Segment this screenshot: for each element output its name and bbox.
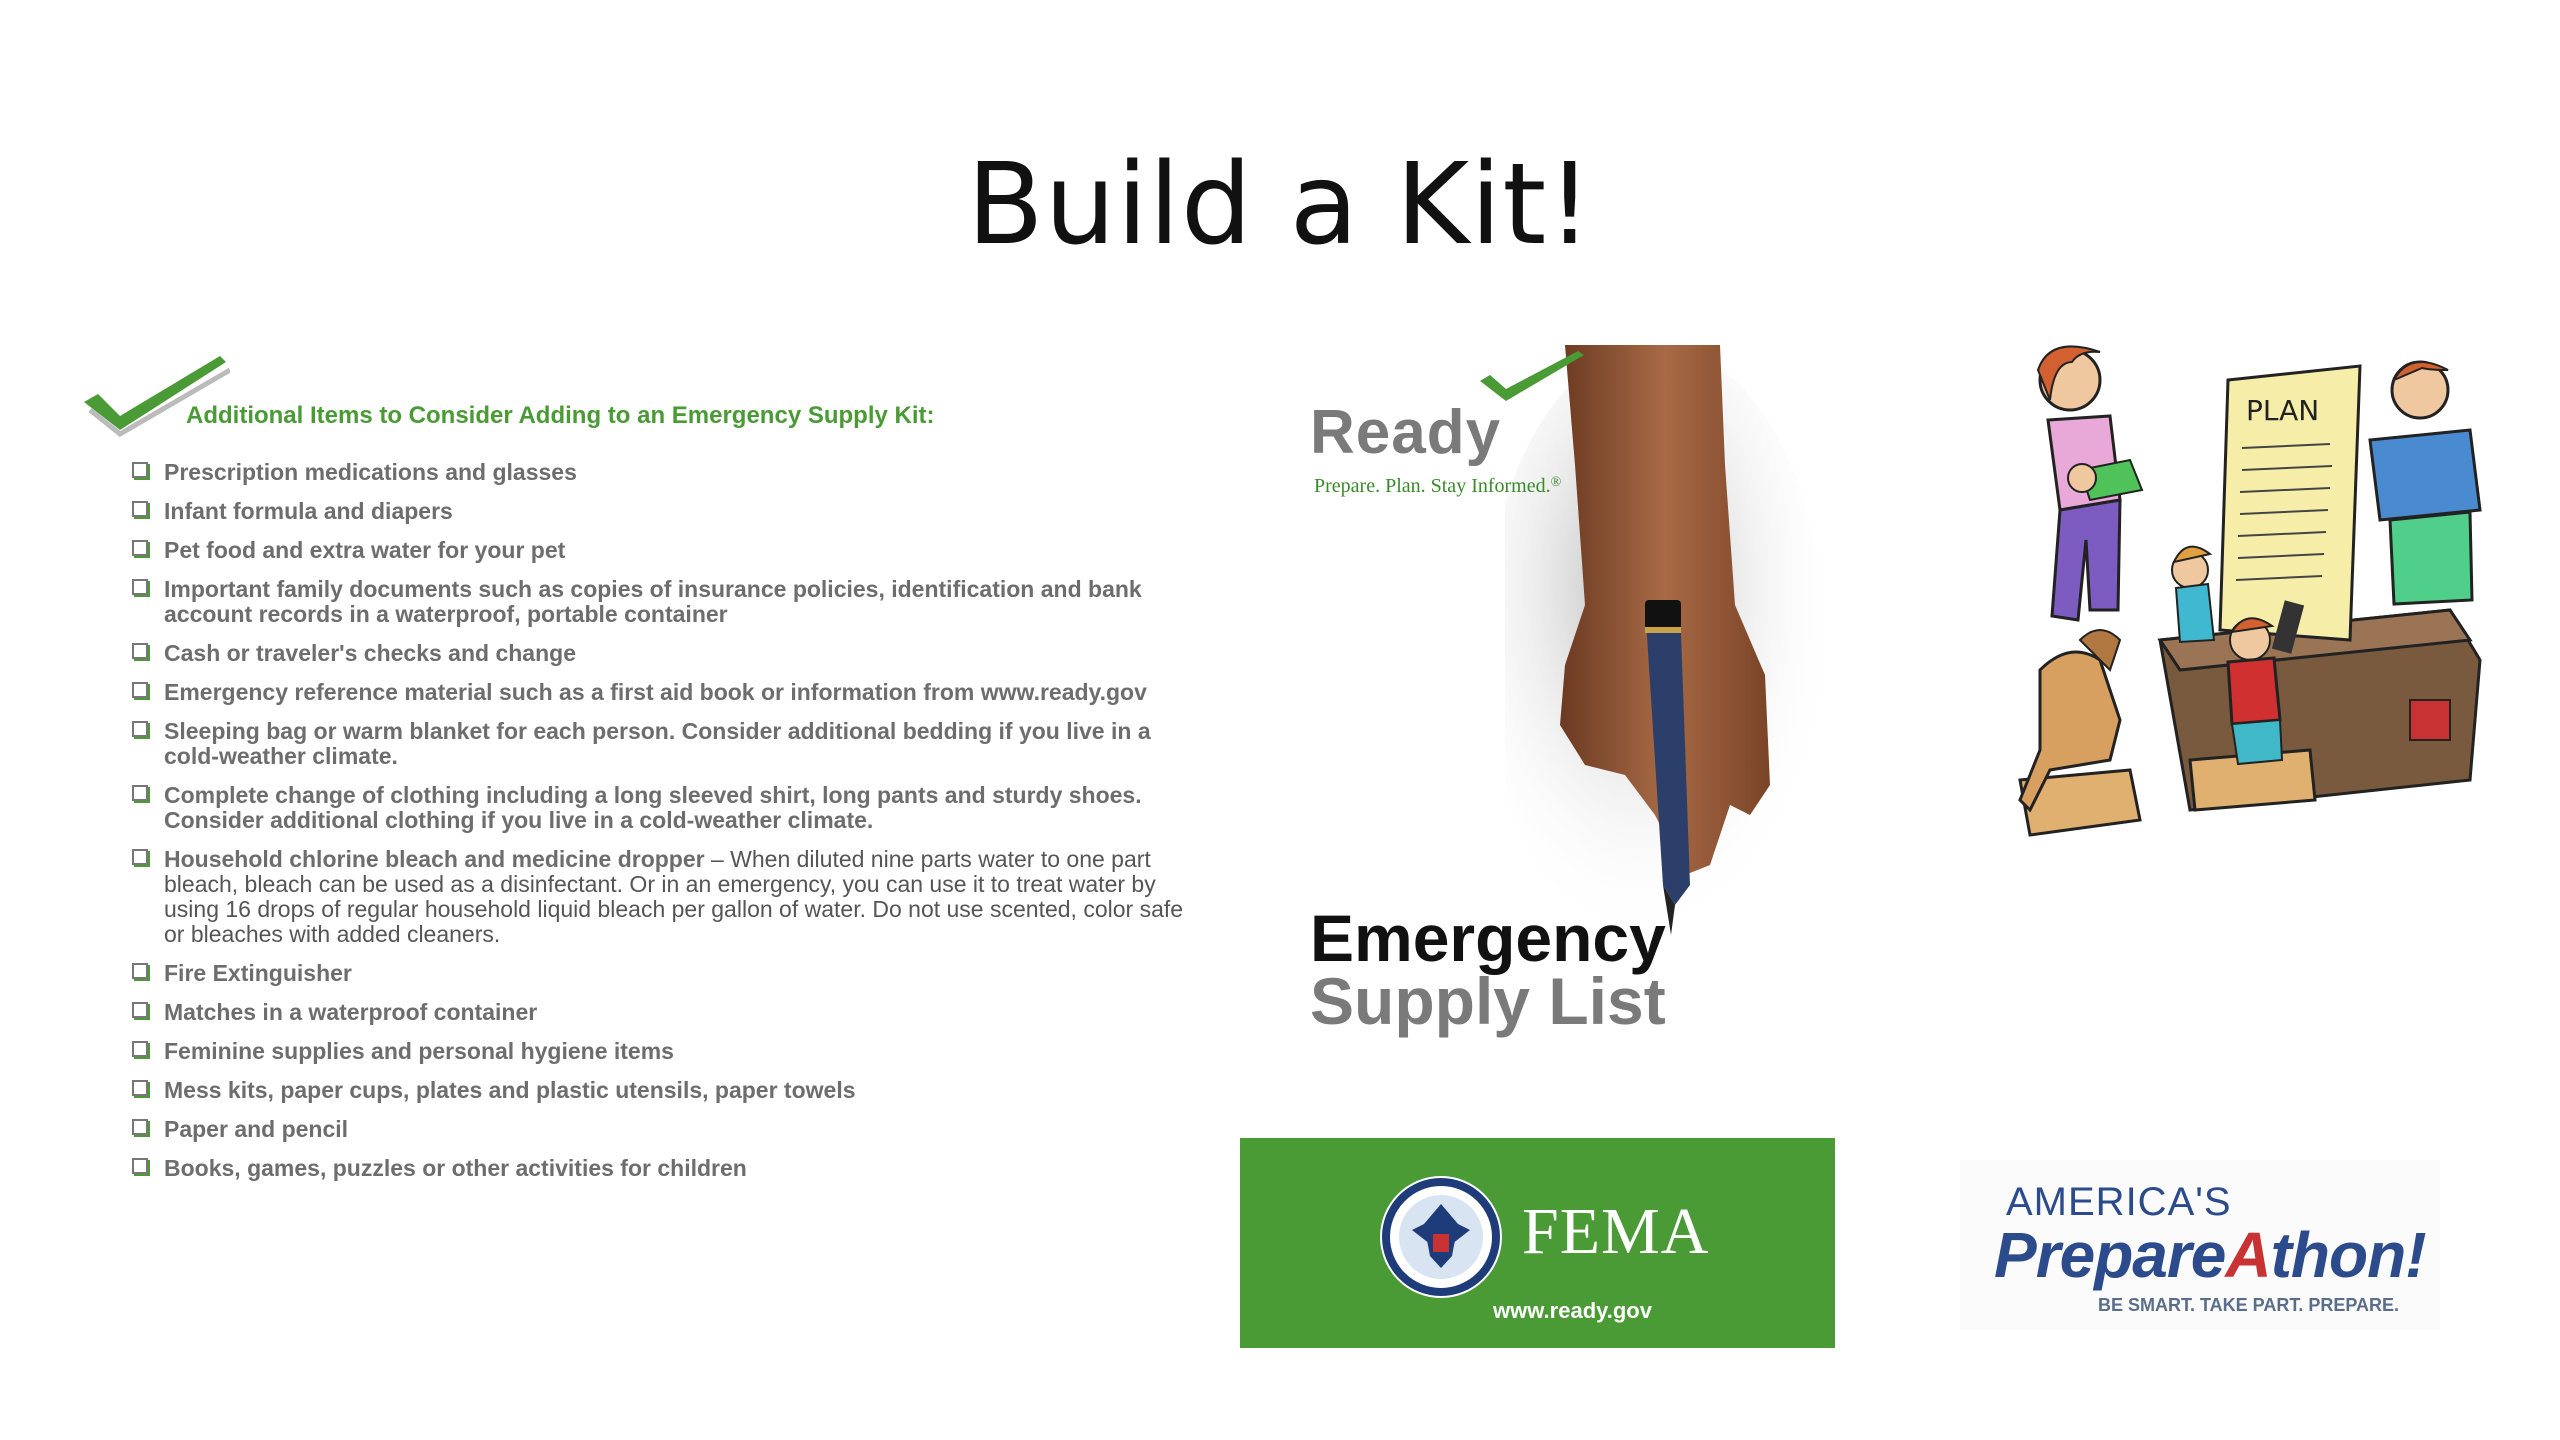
checklist-item bbox=[132, 961, 1192, 986]
checklist-item-text: Complete change of clothing including a long sleeved shirt, long pants and sturdy shoes. Consider additional clothing if you live in a cold-weather climate. bbox=[164, 782, 1142, 833]
ready-tagline bbox=[1314, 475, 1561, 498]
checklist-item-text: Paper and pencil bbox=[164, 1116, 349, 1142]
checkbox-icon bbox=[132, 849, 148, 865]
dhs-seal-icon bbox=[1378, 1174, 1504, 1300]
checklist-item bbox=[132, 460, 1192, 485]
ready-booklet-cover bbox=[1300, 345, 1820, 1065]
checklist-item-text: Feminine supplies and personal hygiene items bbox=[164, 1038, 674, 1064]
checkbox-icon bbox=[132, 1080, 148, 1096]
checklist-item-text: Fire Extinguisher bbox=[164, 960, 352, 986]
checklist-item bbox=[132, 1078, 1192, 1103]
checklist-item bbox=[132, 1039, 1192, 1064]
checkbox-icon bbox=[132, 963, 148, 979]
checkbox-icon bbox=[132, 721, 148, 737]
checklist-item bbox=[132, 1117, 1192, 1142]
checklist-item bbox=[132, 719, 1192, 769]
supply-checklist bbox=[80, 340, 1184, 1320]
checkbox-icon bbox=[132, 1041, 148, 1057]
checkbox-icon bbox=[132, 1002, 148, 1018]
checklist-heading: Additional Items to Consider Adding to an Emergency Supply Kit: bbox=[186, 402, 935, 429]
checkbox-icon bbox=[132, 1158, 148, 1174]
fema-url: www.ready.gov bbox=[1493, 1298, 1652, 1323]
booklet-title-supply-list: Supply List bbox=[1310, 964, 1666, 1038]
checklist-item-text: Prescription medications and glasses bbox=[164, 459, 577, 485]
checkbox-icon bbox=[132, 682, 148, 698]
checklist-item-text: Matches in a waterproof container bbox=[164, 999, 538, 1025]
checkbox-icon bbox=[132, 643, 148, 659]
plan-sign-text: PLAN bbox=[2246, 394, 2320, 427]
registered-mark: ® bbox=[1550, 475, 1562, 490]
booklet-title-emergency: Emergency bbox=[1310, 901, 1666, 975]
checklist-item bbox=[132, 499, 1192, 524]
checklist-item bbox=[132, 680, 1192, 705]
checklist-item bbox=[132, 783, 1192, 833]
checklist-item-text: Pet food and extra water for your pet bbox=[164, 537, 566, 563]
checkbox-icon bbox=[132, 501, 148, 517]
prepareathon-thon: thon! bbox=[2270, 1219, 2426, 1291]
checklist-item bbox=[132, 1156, 1192, 1181]
checkbox-icon bbox=[132, 785, 148, 801]
checkbox-icon bbox=[132, 462, 148, 478]
checklist-item-text: Mess kits, paper cups, plates and plastic utensils, paper towels bbox=[164, 1077, 856, 1103]
checkbox-icon bbox=[132, 540, 148, 556]
checklist-item bbox=[132, 577, 1192, 627]
checklist-item-text: Infant formula and diapers bbox=[164, 498, 453, 524]
prepareathon-logo bbox=[1960, 1160, 2440, 1330]
prepareathon-a: A bbox=[2225, 1219, 2271, 1291]
checklist-item bbox=[132, 538, 1192, 563]
checklist-item-text: Household chlorine bleach and medicine dropper bbox=[164, 846, 705, 872]
checkbox-icon bbox=[132, 1119, 148, 1135]
checklist-item-text: Cash or traveler's checks and change bbox=[164, 640, 576, 666]
hand-with-pen-image bbox=[1505, 345, 1820, 945]
checklist-item bbox=[132, 641, 1192, 666]
checklist-item bbox=[132, 847, 1192, 947]
prepareathon-line2 bbox=[1994, 1218, 2426, 1292]
checklist-item-text: Emergency reference material such as a first aid book or information from www.ready.gov bbox=[164, 679, 1147, 705]
slide-title: Build a Kit! bbox=[966, 140, 1594, 270]
checklist-item-detail: – When diluted nine parts water to one part bleach, bleach can be used as a disinfectant. Or in an emergency, you can use it to treat water by using 16 drops of regular household liquid bleach per gallon of water. Do not use scented, color safe or bleaches with added cleaners. bbox=[164, 846, 1184, 947]
prepareathon-prepare: Prepare bbox=[1994, 1219, 2226, 1291]
checklist-item-text: Books, games, puzzles or other activities for children bbox=[164, 1155, 747, 1181]
checklist-item-text: Important family documents such as copies of insurance policies, identification and bank account records in a waterproof, portable container bbox=[164, 576, 1142, 627]
prepareathon-tagline: BE SMART. TAKE PART. PREPARE. bbox=[2098, 1295, 2400, 1315]
prepareathon-line1: AMERICA'S bbox=[2006, 1180, 2232, 1224]
fema-name: FEMA bbox=[1522, 1195, 1710, 1268]
family-plan-illustration bbox=[2010, 340, 2490, 860]
checklist-item-text: Sleeping bag or warm blanket for each person. Consider additional bedding if you live in a cold-weather climate. bbox=[164, 718, 1151, 769]
checklist-items bbox=[132, 460, 1192, 1195]
fema-banner bbox=[1240, 1138, 1835, 1348]
checkbox-icon bbox=[132, 579, 148, 595]
checklist-item bbox=[132, 1000, 1192, 1025]
ready-tagline-text: Prepare. Plan. Stay Informed. bbox=[1314, 475, 1551, 497]
ready-brand: Ready bbox=[1310, 398, 1502, 467]
